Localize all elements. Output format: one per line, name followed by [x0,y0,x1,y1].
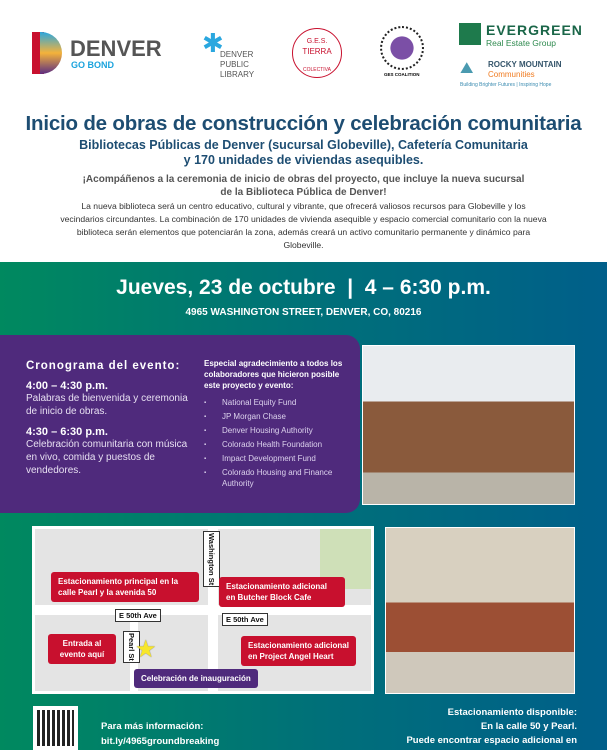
schedule-time: 4:30 – 6:30 p.m. [26,426,108,438]
ges-logo-text: GES COALITION [384,72,420,77]
dpl-star-icon: ✱ [202,28,224,58]
parking-line: Estacionamiento disponible: [447,707,577,718]
sponsor-item: ▪ Colorado Health Foundation [204,439,344,450]
mountain-icon: ⛰ [460,60,474,77]
entrance-label: Entrada al evento aquí [48,634,116,664]
main-parking-label: Estacionamiento principal en la calle Pearl y la avenida 50 [51,572,199,602]
sponsor-item: ▪ Denver Housing Authority [204,425,344,436]
intro-line-1: ¡Acompáñenos a la ceremonia de inicio de obras del proyecto, que incluye la nueva sucursal [82,174,525,185]
interior-image [385,527,575,694]
butcher-parking-label: Estacionamiento adicional en Butcher Block Cafe [219,577,345,607]
dpl-logo-text: DENVER PUBLIC LIBRARY [220,50,255,79]
street-e50: E 50th Ave [222,613,268,626]
event-date-time: Jueves, 23 de octubre | 4 – 6:30 p.m. [116,276,491,299]
schedule-title: Cronograma del evento: [26,360,181,372]
evergreen-tree-icon [459,23,481,45]
rmc-logo: ROCKY MOUNTAIN [488,60,562,69]
schedule-desc: Celebración comunitaria con música en vivo, comida y puestos de vendedores. [26,439,188,476]
qr-code[interactable] [33,706,78,750]
sponsor-item: ▪ JP Morgan Chase [204,411,344,422]
rmc-sub: Communities [488,70,535,79]
sponsor-logos [0,20,607,100]
schedule-panel [0,335,360,513]
angel-parking-label: Estacionamiento adicional en Project Angel Heart [241,636,356,666]
intro-line-2: de la Biblioteca Pública de Denver! [220,187,387,198]
subtitle-line-1: Bibliotecas Públicas de Denver (sucursal Globeville), Cafetería Comunitaria [79,138,528,152]
street-e50: E 50th Ave [115,609,161,622]
description: La nueva biblioteca será un centro educativo, cultural y vibrante, que ofrecerá valiosos recursos para Globeville y los vecindarios circundantes. La combinación de 170 unidades de vivienda asequible y espacio comercial comunitario con la nueva biblioteca serán elementos que potenciarán la zona, además creará un activo comunitario permanente y dinámico para Globeville. [60,201,547,250]
denver-logo-icon [32,32,62,74]
celebration-label: Celebración de inauguración [134,669,258,688]
evergreen-logo: EVERGREEN [486,22,583,38]
evergreen-sub: Real Estate Group [486,38,556,48]
event-address: 4965 WASHINGTON STREET, DENVER, CO, 80216 [185,307,422,318]
star-icon: ★ [135,636,157,663]
rmc-tagline: Building Brighter Futures | Inspiring Hope [460,82,552,88]
sponsor-item: ▪ Impact Development Fund [204,453,344,464]
location-map [32,526,374,694]
thanks-title: Especial agradecimiento a todos los colaboradores que hicieron posible este proyecto y evento: [204,359,343,390]
schedule-desc: Palabras de bienvenida y ceremonia de inicio de obras. [26,393,188,417]
sponsor-item: ▪ National Equity Fund [204,397,344,408]
info-label: Para más información: [101,721,204,732]
building-exterior-image [362,345,575,505]
parking-info [406,706,577,748]
schedule [26,360,196,485]
page-title: Inicio de obras de construcción y celebración comunitaria [25,112,582,135]
denver-go-bond: GO BOND [71,60,115,70]
ges-coalition-tree-icon [380,26,424,70]
info-link[interactable]: bit.ly/4965groundbreaking [101,736,220,747]
parking-line: En la calle 50 y Pearl. [480,721,577,732]
subtitle-line-2: y 170 unidades de viviendas asequibles. [183,153,424,167]
denver-logo-text: DENVER [70,36,162,61]
street-washington: Washington St [203,531,220,587]
schedule-time: 4:00 – 4:30 p.m. [26,380,108,392]
street-pearl: Pearl St [123,631,140,663]
parking-line: Puede encontrar espacio adicional en [406,735,577,746]
tierra-logo: G.E.S. TIERRA COLECTIVA [292,28,342,78]
thanks [204,358,344,489]
sponsor-item: ▪ Colorado Housing and Finance Authority [204,467,344,489]
